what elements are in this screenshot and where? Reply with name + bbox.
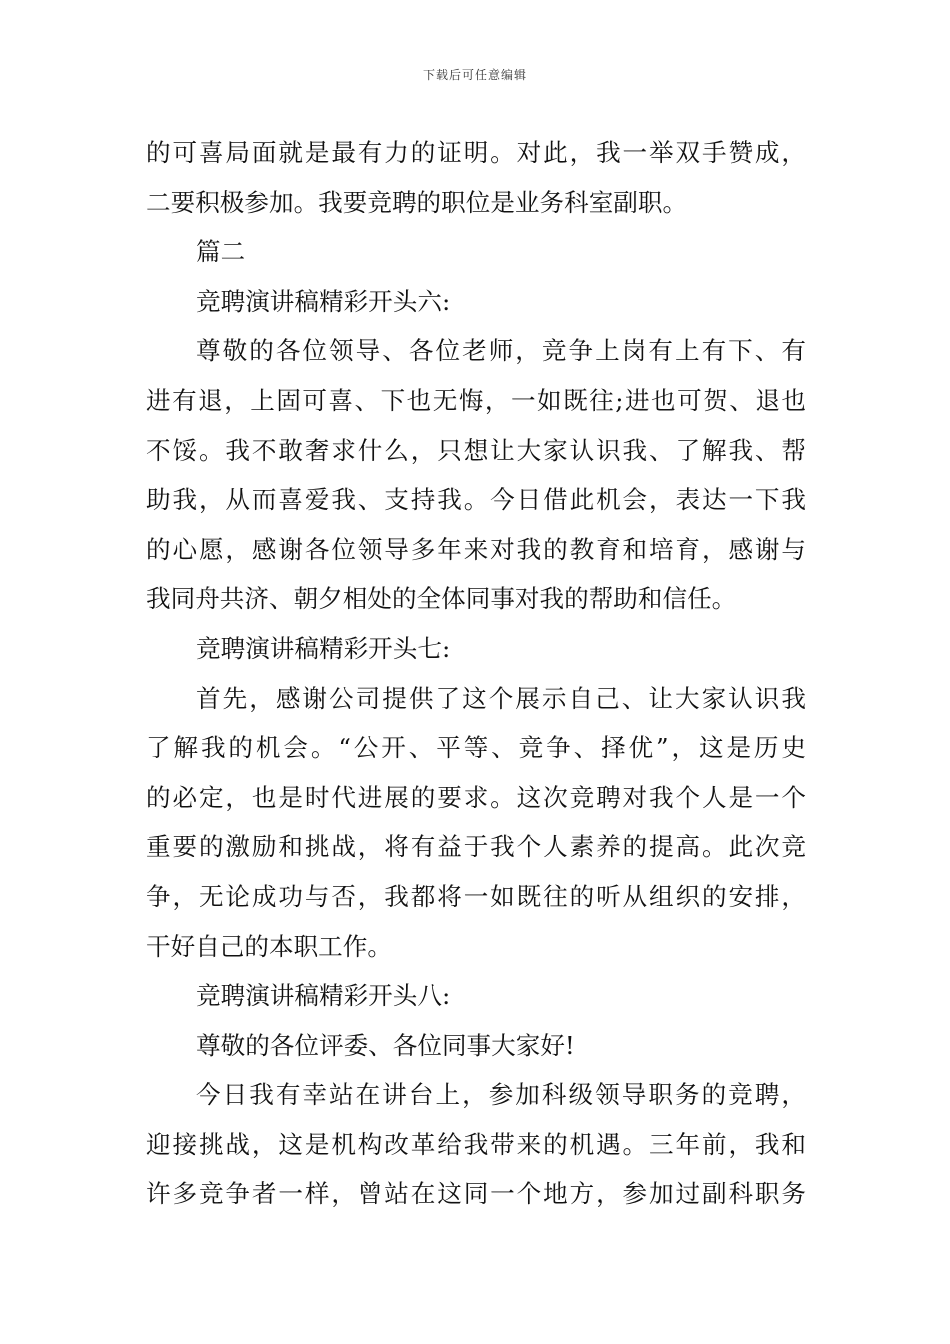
text-line: 尊敬的各位评委、各位同事大家好! xyxy=(196,1030,575,1060)
page-header: 下载后可任意编辑 xyxy=(422,68,527,82)
text-line: 今日我有幸站在讲台上，参加科级领导职务的竞聘， xyxy=(196,1080,806,1110)
section-heading: 竞聘演讲稿精彩开头八: xyxy=(196,981,451,1011)
text-line: 的可喜局面就是最有力的证明。对此，我一举双手赞成， xyxy=(146,138,806,167)
text-line: 的心愿，感谢各位领导多年来对我的教育和培育，感谢与 xyxy=(146,534,806,564)
section-heading: 篇二 xyxy=(196,237,246,267)
text-line: 尊敬的各位领导、各位老师，竞争上岗有上有下、有 xyxy=(196,336,806,366)
text-line: 不馁。我不敢奢求什么，只想让大家认识我、了解我、帮 xyxy=(146,435,806,465)
text-line: 助我，从而喜爱我、支持我。今日借此机会，表达一下我 xyxy=(146,485,806,515)
text-line: 干好自己的本职工作。 xyxy=(146,931,392,961)
section-heading: 竞聘演讲稿精彩开头七: xyxy=(196,633,451,663)
text-line: 我同舟共济、朝夕相处的全体同事对我的帮助和信任。 xyxy=(146,584,737,614)
text-line: 了解我的机会。“公开、平等、竞争、择优”，这是历史 xyxy=(146,733,806,763)
text-line: 迎接挑战，这是机构改革给我带来的机遇。三年前，我和 xyxy=(146,1129,806,1159)
text-line: 进有退，上固可喜、下也无悔，一如既往;进也可贺、退也 xyxy=(146,385,806,415)
document-body xyxy=(146,128,806,1219)
section-heading: 竞聘演讲稿精彩开头六: xyxy=(196,286,451,316)
text-line: 首先，感谢公司提供了这个展示自己、让大家认识我 xyxy=(196,683,806,713)
text-line: 许多竞争者一样，曾站在这同一个地方，参加过副科职务 xyxy=(146,1179,806,1209)
text-line: 的必定，也是时代进展的要求。这次竞聘对我个人是一个 xyxy=(146,782,806,812)
text-line: 争，无论成功与否，我都将一如既往的听从组织的安排， xyxy=(146,881,806,911)
text-line: 二要积极参加。我要竞聘的职位是业务科室副职。 xyxy=(146,187,688,217)
text-line: 重要的激励和挑战，将有益于我个人素养的提高。此次竞 xyxy=(146,832,806,862)
